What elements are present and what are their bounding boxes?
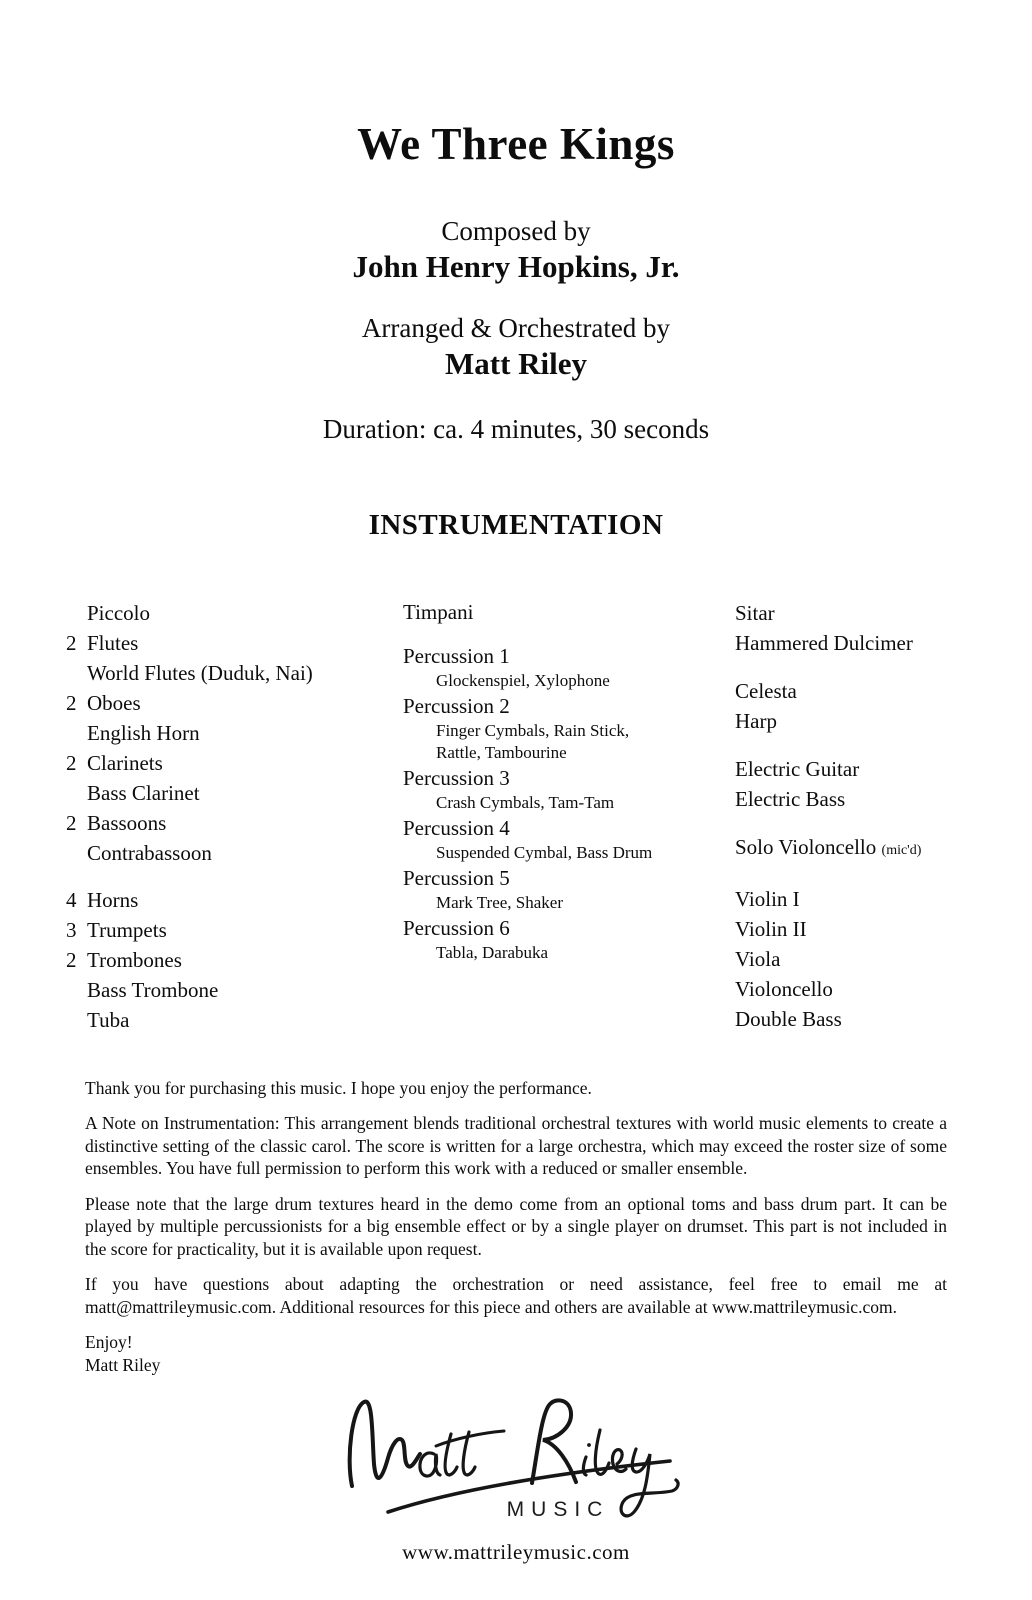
instrument-name: Violin I [735, 886, 800, 911]
instrument-count: 2 [66, 810, 77, 835]
instrument-item [735, 914, 982, 944]
percussion-entry [403, 642, 735, 692]
instrumentation-heading: INSTRUMENTATION [368, 508, 664, 541]
publisher-logo [0, 1386, 1032, 1565]
instrument-item [66, 945, 403, 975]
percussion-part-name: Percussion 2 [403, 693, 510, 718]
page-title: We Three Kings [357, 119, 675, 169]
percussion-entry [403, 864, 735, 914]
instrument-item [66, 838, 403, 868]
instrument-name: English Horn [87, 720, 200, 745]
instrument-note: (mic'd) [881, 842, 922, 858]
instrument-group [735, 598, 982, 658]
percussion-entry [403, 914, 735, 964]
instrument-item [735, 628, 982, 658]
instrument-name: Celesta [735, 678, 797, 703]
instrument-name: Sitar [735, 600, 775, 625]
instrument-name: Flutes [87, 630, 139, 655]
instrument-item [66, 885, 403, 915]
instrument-item [66, 628, 403, 658]
instrument-group [66, 598, 403, 868]
instrument-item [735, 676, 982, 706]
instrument-name: Oboes [87, 690, 141, 715]
instrument-count: 2 [66, 630, 77, 655]
note-contact: If you have questions about adapting the orchestration or need assistance, feel free to email me at matt@mattrileymusic.com. Additional resources for this piece and others are available at www.mattrileymusic.com. [85, 1274, 947, 1317]
logo-music-wordmark: MUSIC [506, 1498, 610, 1521]
instrument-column-winds-brass [66, 598, 403, 1035]
instrument-item [66, 1005, 403, 1035]
instrument-name: Bass Trombone [87, 977, 219, 1002]
instrument-item [735, 784, 982, 814]
percussion-part-name: Percussion 4 [403, 815, 510, 840]
instrument-name: Double Bass [735, 1006, 842, 1031]
instrument-name: Viola [735, 946, 781, 971]
instrument-item [735, 974, 982, 1004]
instrument-name: Contrabassoon [87, 840, 212, 865]
instrument-item [66, 808, 403, 838]
percussion-entry [403, 692, 735, 764]
instrument-name: Electric Guitar [735, 756, 860, 781]
instrument-name: Trombones [87, 947, 182, 972]
instrument-item [735, 706, 982, 736]
percussion-instruments: Suspended Cymbal, Bass Drum [436, 842, 653, 862]
instrument-item [66, 718, 403, 748]
instrument-name: Hammered Dulcimer [735, 630, 913, 655]
percussion-entry [403, 814, 735, 864]
note-instrumentation: A Note on Instrumentation: This arrangement blends traditional orchestral textures with world music elements to create a distinctive setting of the classic carol. The score is written for a large orchestra, which may exceed the roster size of some ensembles. You have full permission to perform this work with a reduced or smaller ensemble. [85, 1113, 947, 1178]
instrument-name: Piccolo [87, 600, 150, 625]
instrument-count: 2 [66, 947, 77, 972]
percussion-instruments: Crash Cymbals, Tam-Tam [436, 792, 615, 812]
percussion-instruments: Finger Cymbals, Rain Stick, [436, 720, 630, 740]
instrument-name: Horns [87, 887, 139, 912]
instrument-count: 2 [66, 750, 77, 775]
instrument-name: Bass Clarinet [87, 780, 200, 805]
instrumentation-columns [0, 598, 1032, 1035]
instrument-count: 2 [66, 690, 77, 715]
duration-text: Duration: ca. 4 minutes, 30 seconds [322, 413, 710, 444]
instrument-group [735, 676, 982, 736]
percussion-instruments: Mark Tree, Shaker [436, 892, 564, 912]
instrument-name: Solo Violoncello [735, 834, 877, 859]
composer-name: John Henry Hopkins, Jr. [352, 248, 680, 284]
percussion-part-name: Percussion 6 [403, 915, 510, 940]
instrument-item [66, 915, 403, 945]
percussion-part-name: Percussion 3 [403, 765, 510, 790]
instrument-item [66, 598, 403, 628]
instrument-item [735, 832, 982, 866]
percussion-entry [403, 598, 735, 626]
matt-riley-music-logo-icon [336, 1386, 696, 1538]
instrument-item [735, 884, 982, 914]
instrument-column-strings-keys [735, 598, 982, 1035]
instrument-column-percussion [403, 598, 735, 1035]
instrument-item [735, 598, 982, 628]
closing-text: Enjoy! [85, 1332, 133, 1352]
instrument-count: 4 [66, 887, 77, 912]
instrument-group [735, 754, 982, 814]
composed-by-label: Composed by [441, 215, 591, 246]
instrument-name: Violoncello [735, 976, 833, 1001]
instrument-name: Clarinets [87, 750, 163, 775]
instrument-name: Trumpets [87, 917, 167, 942]
performance-notes [0, 1077, 1032, 1377]
arranger-name: Matt Riley [444, 345, 588, 381]
instrument-name: Harp [735, 708, 777, 733]
instrument-item [735, 1004, 982, 1034]
percussion-instruments: Tabla, Darabuka [436, 942, 549, 962]
instrument-group [66, 885, 403, 1035]
percussion-part-name: Percussion 5 [403, 865, 510, 890]
instrument-group [735, 884, 982, 1034]
percussion-entry [403, 764, 735, 814]
percussion-instruments: Rattle, Tambourine [436, 742, 567, 762]
percussion-part-name: Percussion 1 [403, 643, 510, 668]
instrument-item [735, 754, 982, 784]
percussion-instruments: Glockenspiel, Xylophone [436, 670, 610, 690]
instrument-count: 3 [66, 917, 77, 942]
instrument-name: World Flutes (Duduk, Nai) [87, 660, 313, 685]
instrument-name: Tuba [87, 1007, 130, 1032]
note-drum-textures: Please note that the large drum textures heard in the demo come from an optional toms and bass drum part. It can be played by multiple percussionists for a big ensemble effect or by a single player on drumset. This part is not included in the score for practicality, but it is available upon request. [85, 1193, 947, 1259]
signoff-name: Matt Riley [85, 1354, 161, 1375]
instrument-name: Electric Bass [735, 786, 846, 811]
instrument-item [66, 778, 403, 808]
instrument-group [735, 832, 982, 866]
instrument-name: Violin II [735, 916, 807, 941]
note-thank-you: Thank you for purchasing this music. I hope you enjoy the performance. [85, 1077, 592, 1098]
instrument-item [66, 975, 403, 1005]
instrument-name: Bassoons [87, 810, 167, 835]
percussion-part-name: Timpani [403, 599, 474, 624]
website-url: www.mattrileymusic.com [402, 1540, 630, 1564]
instrument-item [66, 658, 403, 688]
instrument-item [735, 944, 982, 974]
instrument-item [66, 748, 403, 778]
arranged-by-label: Arranged & Orchestrated by [361, 312, 671, 343]
instrument-item [66, 688, 403, 718]
